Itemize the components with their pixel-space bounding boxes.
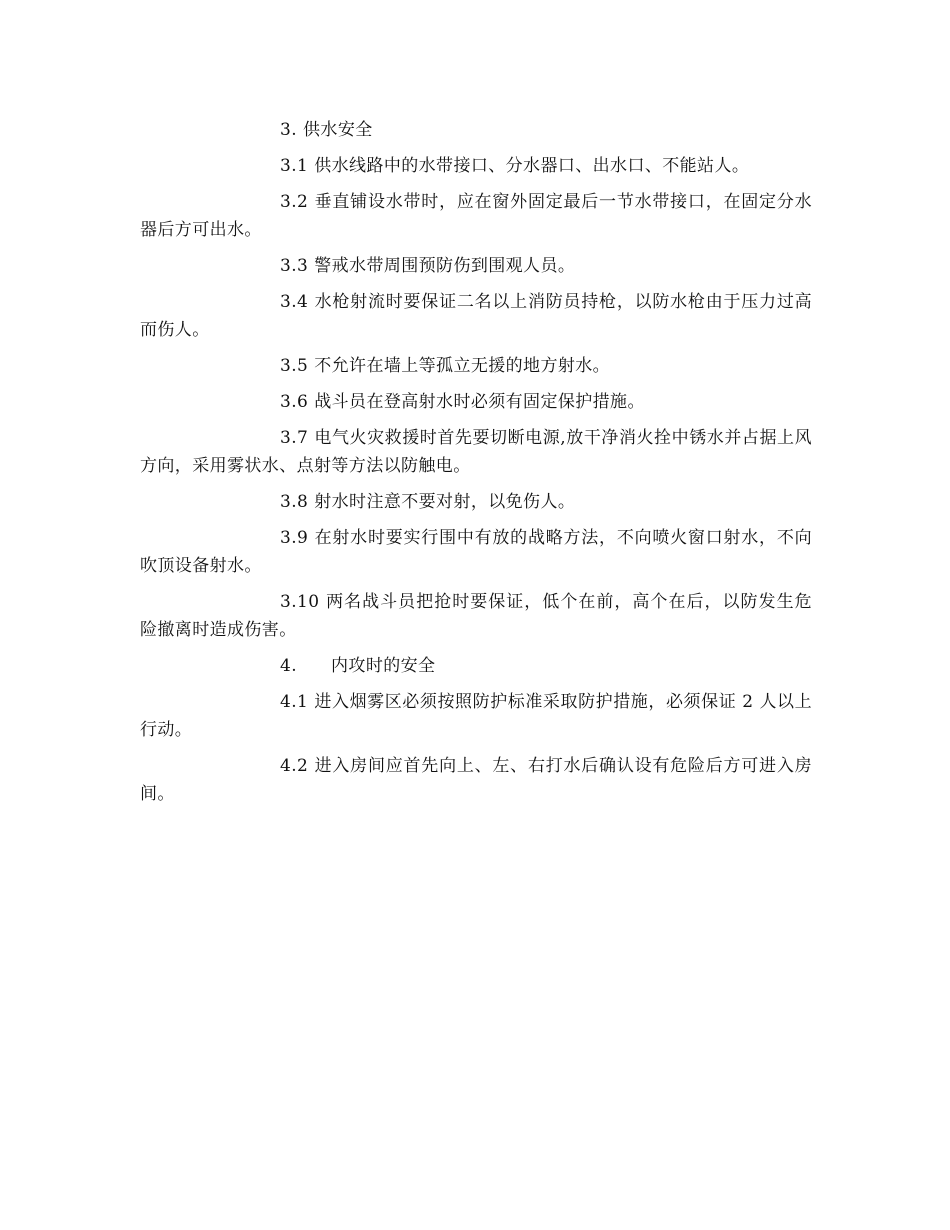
clause-paragraph: [140, 252, 812, 280]
clause-paragraph: [140, 588, 812, 644]
clause-paragraph: [140, 752, 812, 808]
clause-number: 3.9: [280, 528, 309, 548]
clause-number: 3.1: [280, 156, 309, 176]
clause-text: 射水时注意不要对射，以免伤人。: [314, 492, 576, 512]
clause-paragraph: [140, 152, 812, 180]
section-number: 4.: [280, 656, 298, 676]
clause-text: 两名战斗员把抢时要保证，低个在前，高个在后，以防发生危险撤离时造成伤害。: [140, 592, 812, 640]
clause-number: 3.8: [280, 492, 309, 512]
clause-number: 3.2: [280, 192, 309, 212]
clause-text: 进入烟雾区必须按照防护标准采取防护措施，必须保证 2 人以上行动。: [140, 692, 812, 740]
clause-paragraph: [140, 488, 812, 516]
document-body: [140, 116, 812, 816]
clause-paragraph: [140, 688, 812, 744]
clause-text: 供水线路中的水带接口、分水器口、出水口、不能站人。: [314, 156, 750, 176]
clause-paragraph: [140, 524, 812, 580]
clause-paragraph: [140, 388, 812, 416]
clause-number: 3.7: [280, 428, 309, 448]
clause-text: 垂直铺设水带时，应在窗外固定最后一节水带接口，在固定分水器后方可出水。: [140, 192, 812, 240]
section-number: 3.: [280, 120, 298, 140]
clause-paragraph: [140, 352, 812, 380]
clause-paragraph: [140, 424, 812, 480]
clause-number: 3.10: [280, 592, 320, 612]
clause-number: 3.3: [280, 256, 309, 276]
section-heading: [140, 116, 812, 144]
clause-text: 战斗员在登高射水时必须有固定保护措施。: [314, 392, 645, 412]
clause-text: 电气火灾救援时首先要切断电源,放干净消火拴中锈水并占据上风方向，采用雾状水、点射等方法以防触电。: [140, 428, 812, 476]
clause-number: 3.5: [280, 356, 309, 376]
clause-number: 4.2: [280, 756, 309, 776]
clause-text: 不允许在墙上等孤立无援的地方射水。: [314, 356, 611, 376]
clause-text: 水枪射流时要保证二名以上消防员持枪，以防水枪由于压力过高而伤人。: [140, 292, 812, 340]
section-heading: [140, 652, 812, 680]
clause-number: 3.4: [280, 292, 309, 312]
clause-paragraph: [140, 288, 812, 344]
section-title: 供水安全: [303, 120, 373, 140]
clause-number: 3.6: [280, 392, 309, 412]
clause-paragraph: [140, 188, 812, 244]
clause-number: 4.1: [280, 692, 309, 712]
section-title: 内攻时的安全: [331, 656, 436, 676]
clause-text: 进入房间应首先向上、左、右打水后确认设有危险后方可进入房间。: [140, 756, 812, 804]
clause-text: 在射水时要实行围中有放的战略方法，不向喷火窗口射水，不向吹顶设备射水。: [140, 528, 812, 576]
clause-text: 警戒水带周围预防伤到围观人员。: [314, 256, 576, 276]
